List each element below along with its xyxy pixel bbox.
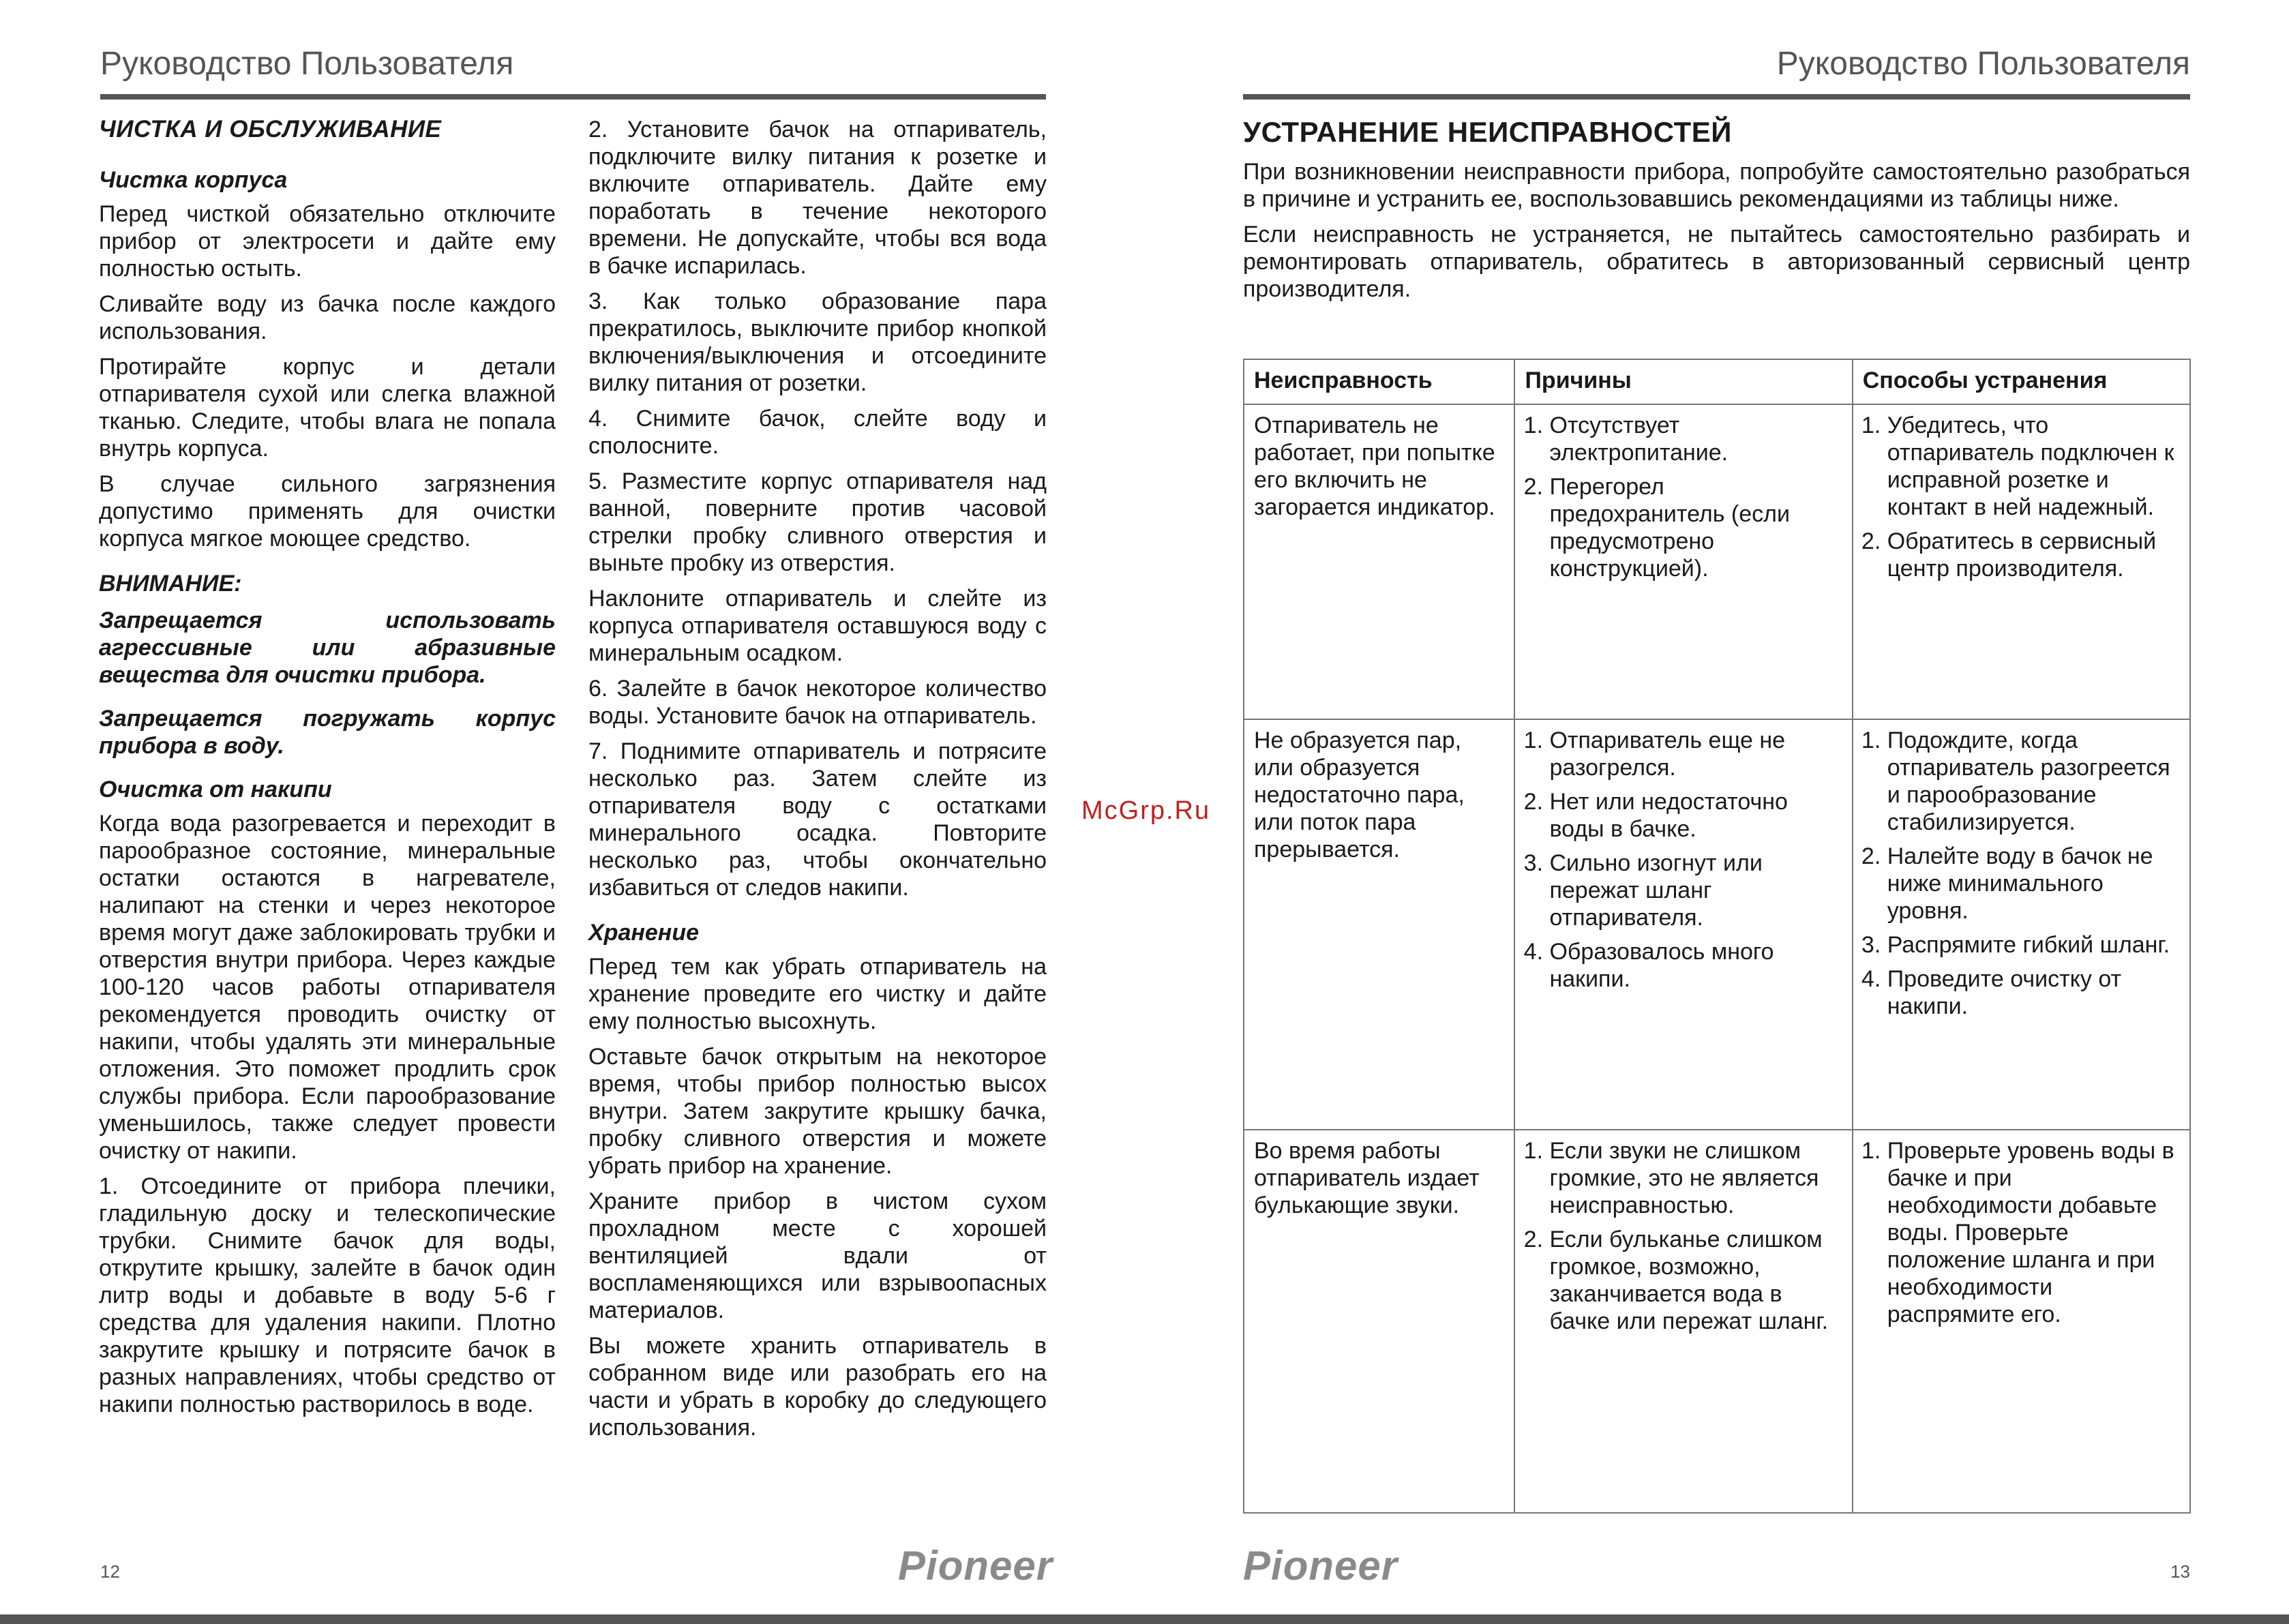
causes-cell: [1514, 404, 1852, 719]
cause-item: 3. Сильно изогнут или пережат шланг отпаривателя.: [1549, 849, 1842, 931]
column-header-causes: Причины: [1514, 359, 1852, 404]
solution-item: 2. Обратитесь в сервисный центр производителя.: [1887, 528, 2180, 582]
watermark: McGrp.Ru: [1081, 796, 1211, 825]
paragraph: Когда вода разогревается и переходит в парообразное состояние, минеральные остатки остаются в нагревателе, налипают на стенки и через некоторое время могут даже заблокировать трубки и отверстия внутри прибора. Через каждые 100-120 часов работы отпаривателя рекомендуется проводить очистку от накипи, чтобы удалять эти минеральные отложения. Это поможет продлить срок службы прибора. Если парообразование уменьшилось, также следует провести очистку от накипи.: [99, 811, 556, 1164]
solution-item: 2. Налейте воду в бачок не ниже минимального уровня.: [1887, 843, 2180, 924]
cause-item: 2. Перегорел предохранитель (если предусмотрено конструкцией).: [1549, 473, 1842, 582]
warning-title: ВНИМАНИЕ:: [99, 571, 242, 597]
table-row: [1244, 719, 2190, 1130]
step: 7. Поднимите отпариватель и потрясите несколько раз. Затем слейте из отпаривателя воду с остатками минерального осадка. Повторите несколько раз, чтобы окончательно избавиться от следов накипи.: [588, 738, 1047, 901]
cause-item: 1. Отсутствует электропитание.: [1549, 412, 1842, 466]
section-title: УСТРАНЕНИЕ НЕИСПРАВНОСТЕЙ: [1243, 116, 1732, 148]
paragraph: Перед чисткой обязательно отключите прибор от электросети и дайте ему полностью остыть.: [99, 201, 556, 282]
intro: [1243, 158, 2190, 311]
solutions-cell: [1853, 404, 2190, 719]
header-rule: [1243, 94, 2190, 100]
column-header-solutions: Способы устранения: [1853, 359, 2190, 404]
paragraph: Перед тем как убрать отпариватель на хранение проведите его чистку и дайте ему полностью высохнуть.: [588, 954, 1047, 1034]
page-number: 12: [100, 1561, 120, 1582]
paragraph: При возникновении неисправности прибора, попробуйте самостоятельно разобраться в причине и устранить ее, воспользовавшись рекомендациями из таблицы ниже.: [1243, 159, 2190, 212]
warning-text: Запрещается погружать корпус прибора в воду.: [99, 706, 556, 759]
right-page: [1144, 0, 2289, 1624]
solutions-cell: [1853, 1130, 2190, 1513]
causes-cell: [1514, 719, 1852, 1130]
step: 4. Снимите бачок, слейте воду и сполосните.: [588, 406, 1047, 459]
step: 6. Залейте в бачок некоторое количество воды. Установите бачок на отпариватель.: [588, 676, 1047, 729]
problem-cell: Отпариватель не работает, при попытке его включить не загорается индикатор.: [1244, 404, 1514, 719]
solutions-cell: [1853, 719, 2190, 1130]
warning-text: Запрещается использовать агрессивные или абразивные вещества для очистки прибора.: [99, 607, 556, 688]
subheading-descaling: Очистка от накипи: [99, 777, 332, 802]
paragraph: Храните прибор в чистом сухом прохладном месте с хорошей вентиляцией вдали от воспламеняющихся или взрывоопасных материалов.: [588, 1188, 1047, 1323]
step: 5. Разместите корпус отпаривателя над ванной, поверните против часовой стрелки пробку сливного отверстия и выньте пробку из отверстия.: [588, 468, 1047, 576]
bottom-border: [0, 1614, 2289, 1624]
problem-cell: Во время работы отпариватель издает булькающие звуки.: [1244, 1130, 1514, 1513]
paragraph: Вы можете хранить отпариватель в собранном виде или разобрать его на части и убрать в коробку до следующего использования.: [588, 1333, 1047, 1441]
causes-cell: [1514, 1130, 1852, 1513]
cause-item: 1. Отпариватель еще не разогрелся.: [1549, 727, 1842, 781]
cause-item: 2. Нет или недостаточно воды в бачке.: [1549, 788, 1842, 843]
cause-item: 4. Образовалось много накипи.: [1549, 938, 1842, 993]
paragraph: В случае сильного загрязнения допустимо применять для очистки корпуса мягкое моющее средство.: [99, 471, 556, 552]
page-header: Руководство Пользователя: [1776, 46, 2190, 82]
troubleshooting-table: [1243, 359, 2191, 1514]
solution-item: 1. Подождите, когда отпариватель разогреется и парообразование стабилизируется.: [1887, 727, 2180, 836]
solution-item: 4. Проведите очистку от накипи.: [1887, 965, 2180, 1020]
solution-item: 1. Убедитесь, что отпариватель подключен к исправной розетке и контакт в ней надежный.: [1887, 412, 2180, 521]
left-column-2: [588, 116, 1047, 1449]
left-page: [0, 0, 1144, 1624]
solution-item: 1. Проверьте уровень воды в бачке и при необходимости добавьте воды. Проверьте положение шланга и при необходимости распрямите его.: [1887, 1137, 2180, 1328]
paragraph: 1. Отсоедините от прибора плечики, гладильную доску и телескопические трубки. Снимите бачок для воды, открутите крышку, залейте в бачок один литр воды и добавьте в воду 5-6 г средства для удаления накипи. Плотно закрутите крышку и потрясите бачок в разных направлениях, чтобы средство от накипи полностью растворилось в воде.: [99, 1173, 556, 1417]
paragraph: Протирайте корпус и детали отпаривателя сухой или слегка влажной тканью. Следите, чтобы влага не попала внутрь корпуса.: [99, 354, 556, 462]
table-row: [1244, 404, 2190, 719]
subheading-body-cleaning: Чистка корпуса: [99, 167, 288, 193]
paragraph: Оставьте бачок открытым на некоторое время, чтобы прибор полностью высох внутри. Затем закрутите крышку бачка, пробку сливного отверстия и можете убрать прибор на хранение.: [588, 1044, 1047, 1179]
paragraph: Сливайте воду из бачка после каждого использования.: [99, 291, 556, 344]
cause-item: 1. Если звуки не слишком громкие, это не является неисправностью.: [1549, 1137, 1842, 1219]
brand-logo: Pioneer: [1243, 1543, 1398, 1589]
column-header-problem: Неисправность: [1244, 359, 1514, 404]
table-header-row: [1244, 359, 2190, 404]
cause-item: 2. Если бульканье слишком громкое, возможно, заканчивается вода в бачке или пережат шланг.: [1549, 1226, 1842, 1335]
solution-item: 3. Распрямите гибкий шланг.: [1887, 931, 2180, 959]
left-column-1: [99, 116, 556, 1426]
subheading-storage: Хранение: [588, 920, 700, 946]
header-rule: [100, 94, 1046, 100]
section-title: ЧИСТКА И ОБСЛУЖИВАНИЕ: [99, 116, 442, 142]
problem-cell: Не образуется пар, или образуется недостаточно пара, или поток пара прерывается.: [1244, 719, 1514, 1130]
step: Наклоните отпариватель и слейте из корпуса отпаривателя оставшуюся воду с минеральным осадком.: [588, 586, 1047, 666]
paragraph: Если неисправность не устраняется, не пытайтесь самостоятельно разбирать и ремонтировать отпариватель, обратитесь в авторизованный сервисный центр производителя.: [1243, 222, 2190, 302]
page-number: 13: [2170, 1561, 2190, 1582]
brand-logo: Pioneer: [898, 1543, 1053, 1589]
step: 3. Как только образование пара прекратилось, выключите прибор кнопкой включения/выключения и отсоедините вилку питания от розетки.: [588, 288, 1047, 396]
step: 2. Установите бачок на отпариватель, подключите вилку питания к розетке и включите отпариватель. Дайте ему поработать в течение некоторого времени. Не допускайте, чтобы вся вода в бачке испарилась.: [588, 117, 1047, 279]
page-header: Руководство Пользователя: [100, 46, 514, 82]
table-row: [1244, 1130, 2190, 1513]
